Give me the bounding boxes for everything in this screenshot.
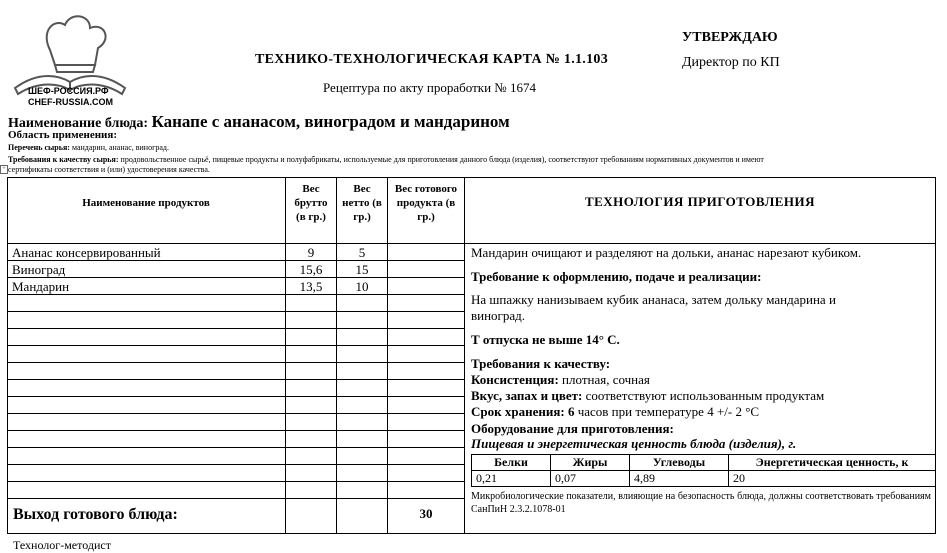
microbiology-note: Микробиологические показатели, влияющие на безопасность блюда, должны соответствовать требованиям СанПиН 2.3.2.1078-01 — [471, 491, 931, 515]
raw-req-value: продовольственное сырьё, пищевые продукты и полуфабрикаты, используемые для приготовления данного блюда (изделия), соответствуют требованиям нормативных документов и имеют — [118, 155, 764, 164]
output-value: 30 — [419, 506, 433, 521]
table-move-handle-icon[interactable]: + — [0, 165, 8, 174]
table-row: Мандарин — [12, 279, 70, 294]
nutrition-header: Жиры — [551, 455, 630, 471]
gross-value: 15,6 — [299, 262, 323, 277]
footer-signature: Технолог-методист — [13, 538, 111, 552]
consistency: Консистенция: плотная, сочная — [471, 372, 650, 387]
net-value: 5 — [358, 245, 366, 260]
quality-title: Требования к качеству: — [471, 356, 611, 371]
table-row-line — [7, 328, 464, 329]
nutrition-value: 0,21 — [472, 471, 551, 487]
table-row-line — [7, 447, 464, 448]
nutrition-value: 4,89 — [630, 471, 729, 487]
header-ready-weight: Вес готового продукта (в гр.) — [394, 183, 458, 223]
header-net-weight: Вес нетто (в гр.) — [342, 183, 382, 223]
table-row-line — [7, 362, 464, 363]
raw-requirements-cont: сертификаты соответствия и (или) удостоверения качества. — [8, 165, 210, 174]
taste: Вкус, запах и цвет: соответствуют использованным продуктам — [471, 388, 825, 403]
logo-text: CHEF-RUSSIA.COM — [28, 97, 113, 107]
recipe-reference: Рецептура по акту проработки № 1674 — [323, 80, 536, 95]
net-value: 15 — [355, 262, 369, 277]
header-technology: ТЕХНОЛОГИЯ ПРИГОТОВЛЕНИЯ — [584, 194, 816, 209]
area-label: Область применения: — [8, 129, 117, 141]
table-row-line — [7, 243, 464, 244]
header-gross-weight: Вес брутто (в гр.) — [294, 183, 328, 223]
design-text: На шпажку нанизываем кубик ананаса, затем дольку мандарина и виноград. — [471, 292, 836, 323]
table-row-line — [7, 311, 464, 312]
tech-step: Мандарин очищают и разделяют на дольки, ананас нарезают кубиком. — [471, 245, 862, 260]
table-row-line — [7, 498, 464, 499]
nutrition-header: Углеводы — [630, 455, 729, 471]
table-row-line — [464, 243, 936, 244]
table-row-line — [7, 430, 464, 431]
approve-label: УТВЕРЖДАЮ — [682, 30, 778, 45]
table-row-line — [7, 396, 464, 397]
net-value: 10 — [355, 279, 369, 294]
header-product-name: Наименование продуктов — [82, 197, 210, 209]
director-label: Директор по КП — [682, 55, 780, 70]
nutrition-header: Белки — [472, 455, 551, 471]
output-label: Выход готового блюда: — [13, 506, 178, 523]
raw-requirements — [8, 155, 764, 164]
design-title: Требование к оформлению, подаче и реализации: — [471, 269, 762, 284]
table-row: Виноград — [12, 262, 66, 277]
raw-list-label: Перечень сырья: — [8, 143, 70, 152]
table-row-line — [7, 260, 464, 261]
serving-temperature: Т отпуска не выше 14° С. — [471, 332, 620, 347]
card-title: ТЕХНИКО-ТЕХНОЛОГИЧЕСКАЯ КАРТА № 1.1.103 — [255, 52, 609, 67]
nutrition-title: Пищевая и энергетическая ценность блюда (изделия), г. — [471, 436, 797, 451]
shelf-life: Срок хранения: 6 часов при температуре 4 +/- 2 °С — [471, 404, 760, 419]
gross-value: 13,5 — [299, 279, 323, 294]
nutrition-table — [471, 454, 936, 487]
gross-value: 9 — [307, 245, 315, 260]
table-row-line — [7, 413, 464, 414]
raw-list-value: мандарин, ананас, виноград. — [69, 143, 169, 152]
logo-text: ШЕФ-РОССИЯ.РФ — [28, 86, 109, 96]
nutrition-value: 20 — [729, 471, 936, 487]
raw-list — [8, 143, 169, 152]
table-row-line — [7, 464, 464, 465]
table-row-line — [7, 277, 464, 278]
raw-req-label: Требования к качеству сырья: — [8, 155, 119, 164]
table-row-line — [7, 294, 464, 295]
dish-label: Наименование блюда: — [8, 116, 148, 131]
dish-name: Канапе с ананасом, виноградом и мандарином — [151, 112, 510, 131]
table-row: Ананас консервированный — [12, 245, 161, 260]
table-divider — [464, 177, 465, 534]
table-row-line — [7, 481, 464, 482]
table-row-line — [7, 379, 464, 380]
equipment: Оборудование для приготовления: — [471, 421, 674, 436]
nutrition-value: 0,07 — [551, 471, 630, 487]
nutrition-header: Энергетическая ценность, к — [729, 455, 936, 471]
table-row-line — [7, 345, 464, 346]
